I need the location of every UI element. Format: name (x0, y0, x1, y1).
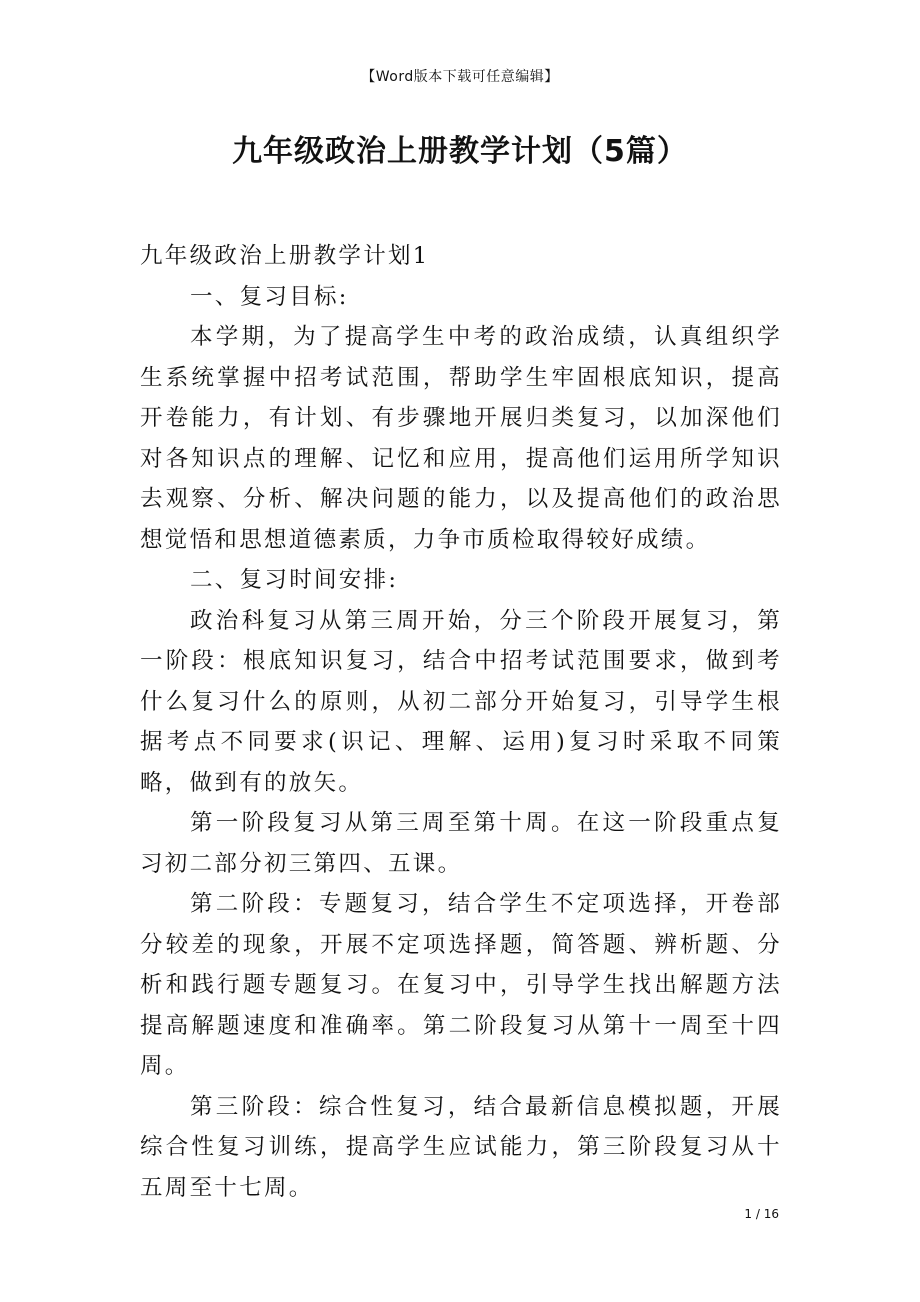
paragraph-stage-one: 第一阶段复习从第三周至第十周。在这一阶段重点复习初二部分初三第四、五课。 (140, 810, 782, 877)
paragraph-schedule-heading: 二、复习时间安排: (190, 567, 399, 593)
paragraph-schedule-intro: 政治科复习从第三周开始，分三个阶段开展复习，第一阶段：根底知识复习，结合中招考试范围要求，做到考什么复习什么的原则，从初二部分开始复习，引导学生根据考点不同要求(识记、理解、运用)复习时采取不同策略，做到有的放矢。 (140, 607, 782, 796)
section-heading: 九年级政治上册教学计划1 (140, 243, 430, 269)
page-indicator: 1 / 16 (744, 1207, 779, 1221)
download-note-header: 【Word版本下载可任意编辑】 (361, 69, 559, 85)
paragraph-review-goal-heading: 一、复习目标: (190, 283, 349, 310)
paragraph-stage-three: 第三阶段：综合性复习，结合最新信息模拟题，开展综合性复习训练，提高学生应试能力，第三阶段复习从十五周至十七周。 (140, 1093, 782, 1201)
paragraph-review-goal: 本学期，为了提高学生中考的政治成绩，认真组织学生系统掌握中招考试范围，帮助学生牢固根底知识，提高开卷能力，有计划、有步骤地开展归类复习，以加深他们对各知识点的理解、记忆和应用，提高他们运用所学知识去观察、分析、解决问题的能力，以及提高他们的政治思想觉悟和思想道德素质，力争市质检取得较好成绩。 (140, 324, 782, 553)
document-body (140, 236, 782, 1208)
paragraph-stage-two: 第二阶段：专题复习，结合学生不定项选择，开卷部分较差的现象，开展不定项选择题，简答题、辨析题、分析和践行题专题复习。在复习中，引导学生找出解题方法提高解题速度和准确率。第二阶段复习从第十一周至十四周。 (140, 891, 782, 1079)
document-title: 九年级政治上册教学计划（5篇） (232, 134, 688, 169)
